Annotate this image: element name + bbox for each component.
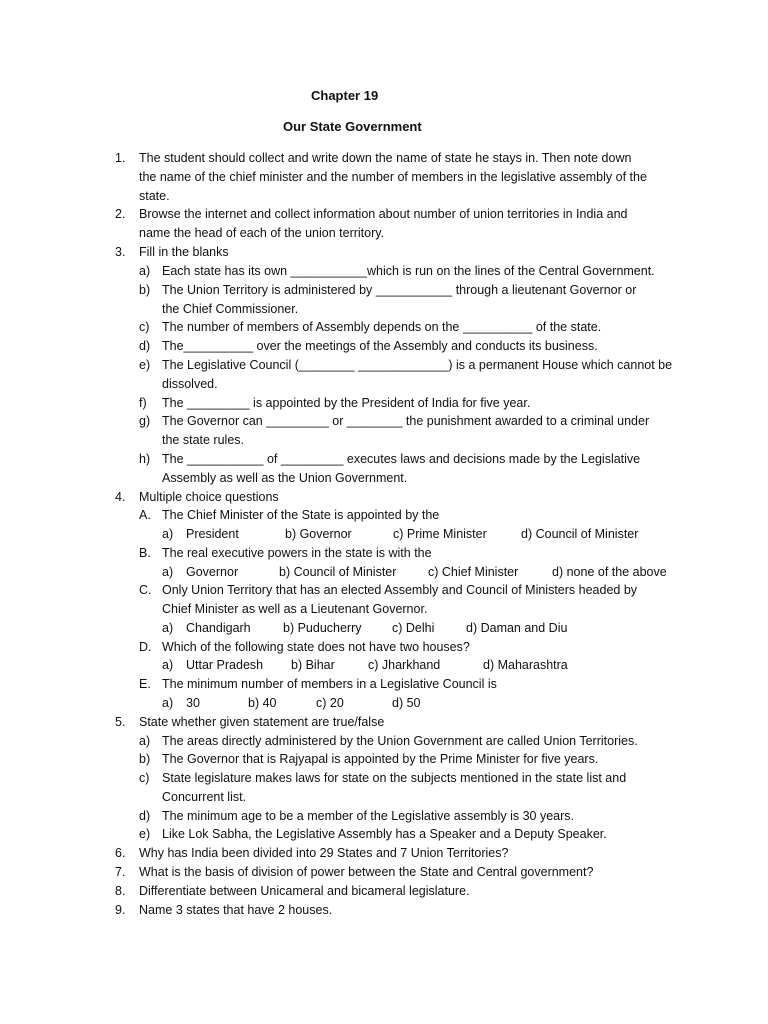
mcq-option: c) Delhi: [392, 621, 435, 635]
page-title: Our State Government: [283, 119, 422, 134]
true-false-label: b): [139, 752, 151, 766]
true-false-label: c): [139, 771, 150, 785]
mcq-option: a): [162, 565, 174, 579]
fill-blank-text: dissolved.: [162, 377, 218, 391]
mcq-option: a): [162, 696, 174, 710]
fill-blank-label: g): [139, 414, 151, 428]
mcq-label: D.: [139, 640, 152, 654]
mcq-option: b) Puducherry: [283, 621, 362, 635]
mcq-option: d) Maharashtra: [483, 658, 568, 672]
mcq-label: E.: [139, 677, 151, 691]
question-9-number: 9.: [115, 903, 126, 917]
question-2-number: 2.: [115, 207, 126, 221]
question-1-number: 1.: [115, 151, 126, 165]
mcq-option: Governor: [186, 565, 239, 579]
fill-blank-label: e): [139, 358, 151, 372]
question-3-title: Fill in the blanks: [139, 245, 229, 259]
mcq-label: C.: [139, 583, 152, 597]
question-6-number: 6.: [115, 846, 126, 860]
question-1-line: state.: [139, 189, 170, 203]
mcq-question: The real executive powers in the state is with the: [162, 546, 432, 560]
true-false-label: a): [139, 734, 151, 748]
mcq-question: Only Union Territory that has an elected Assembly and Council of Ministers headed by: [162, 583, 638, 597]
question-1-line: the name of the chief minister and the number of members in the legislative assembly of the: [139, 170, 647, 184]
true-false-statement: State legislature makes laws for state on the subjects mentioned in the state list and: [162, 771, 627, 785]
fill-blank-label: f): [139, 396, 147, 410]
question-7-text: What is the basis of division of power between the State and Central government?: [139, 865, 594, 879]
mcq-label: A.: [139, 508, 151, 522]
true-false-label: d): [139, 809, 151, 823]
fill-blank-text: The Legislative Council (________ _____________) is a permanent House which cannot be: [162, 358, 673, 372]
mcq-question: The Chief Minister of the State is appointed by the: [162, 508, 440, 522]
true-false-statement: The areas directly administered by the Union Government are called Union Territories.: [162, 734, 638, 748]
mcq-option: b) Governor: [285, 527, 352, 541]
fill-blank-label: b): [139, 283, 151, 297]
question-7-number: 7.: [115, 865, 126, 879]
true-false-statement: Concurrent list.: [162, 790, 247, 804]
true-false-statement: The minimum age to be a member of the Legislative assembly is 30 years.: [162, 809, 574, 823]
mcq-question: Chief Minister as well as a Lieutenant Governor.: [162, 602, 428, 616]
fill-blank-label: h): [139, 452, 151, 466]
mcq-option: b) Council of Minister: [279, 565, 397, 579]
fill-blank-label: d): [139, 339, 151, 353]
fill-blank-text: the state rules.: [162, 433, 244, 447]
fill-blank-text: the Chief Commissioner.: [162, 302, 299, 316]
mcq-option: c) Prime Minister: [393, 527, 487, 541]
fill-blank-text: The number of members of Assembly depends on the __________ of the state.: [162, 320, 602, 334]
fill-blank-text: The Union Territory is administered by ___________ through a lieutenant Governor or: [162, 283, 637, 297]
question-8-text: Differentiate between Unicameral and bicameral legislature.: [139, 884, 470, 898]
question-5-title: State whether given statement are true/false: [139, 715, 385, 729]
mcq-label: B.: [139, 546, 151, 560]
fill-blank-text: Each state has its own ___________which is run on the lines of the Central Government.: [162, 264, 655, 278]
question-9-text: Name 3 states that have 2 houses.: [139, 903, 333, 917]
mcq-option: c) Chief Minister: [428, 565, 519, 579]
fill-blank-text: The Governor can _________ or ________ the punishment awarded to a criminal under: [162, 414, 650, 428]
mcq-option: a): [162, 658, 174, 672]
mcq-option: Uttar Pradesh: [186, 658, 264, 672]
mcq-option: Chandigarh: [186, 621, 251, 635]
mcq-option: b) 40: [248, 696, 277, 710]
true-false-label: e): [139, 827, 151, 841]
mcq-option: d) Daman and Diu: [466, 621, 568, 635]
mcq-option: President: [186, 527, 239, 541]
question-2-line: name the head of each of the union territory.: [139, 226, 385, 240]
mcq-option: d) none of the above: [552, 565, 667, 579]
question-5-number: 5.: [115, 715, 126, 729]
fill-blank-text: The _________ is appointed by the President of India for five year.: [162, 396, 531, 410]
question-4-title: Multiple choice questions: [139, 490, 279, 504]
fill-blank-text: The__________ over the meetings of the Assembly and conducts its business.: [162, 339, 598, 353]
mcq-question: Which of the following state does not have two houses?: [162, 640, 470, 654]
mcq-option: d) Council of Minister: [521, 527, 639, 541]
question-8-number: 8.: [115, 884, 126, 898]
mcq-option: a): [162, 527, 174, 541]
mcq-option: 30: [186, 696, 200, 710]
mcq-option: c) 20: [316, 696, 344, 710]
true-false-statement: Like Lok Sabha, the Legislative Assembly has a Speaker and a Deputy Speaker.: [162, 827, 607, 841]
fill-blank-label: c): [139, 320, 150, 334]
fill-blank-text: Assembly as well as the Union Government.: [162, 471, 408, 485]
fill-blank-text: The ___________ of _________ executes laws and decisions made by the Legislative: [162, 452, 641, 466]
fill-blank-label: a): [139, 264, 151, 278]
mcq-option: c) Jharkhand: [368, 658, 441, 672]
mcq-option: d) 50: [392, 696, 421, 710]
mcq-option: a): [162, 621, 174, 635]
chapter-heading: Chapter 19: [311, 88, 379, 103]
true-false-statement: The Governor that is Rajyapal is appointed by the Prime Minister for five years.: [162, 752, 599, 766]
question-6-text: Why has India been divided into 29 States and 7 Union Territories?: [139, 846, 509, 860]
mcq-question: The minimum number of members in a Legislative Council is: [162, 677, 497, 691]
question-2-line: Browse the internet and collect information about number of union territories in India and: [139, 207, 628, 221]
question-3-number: 3.: [115, 245, 126, 259]
question-1-line: The student should collect and write down the name of state he stays in. Then note down: [139, 151, 632, 165]
question-4-number: 4.: [115, 490, 126, 504]
mcq-option: b) Bihar: [291, 658, 335, 672]
